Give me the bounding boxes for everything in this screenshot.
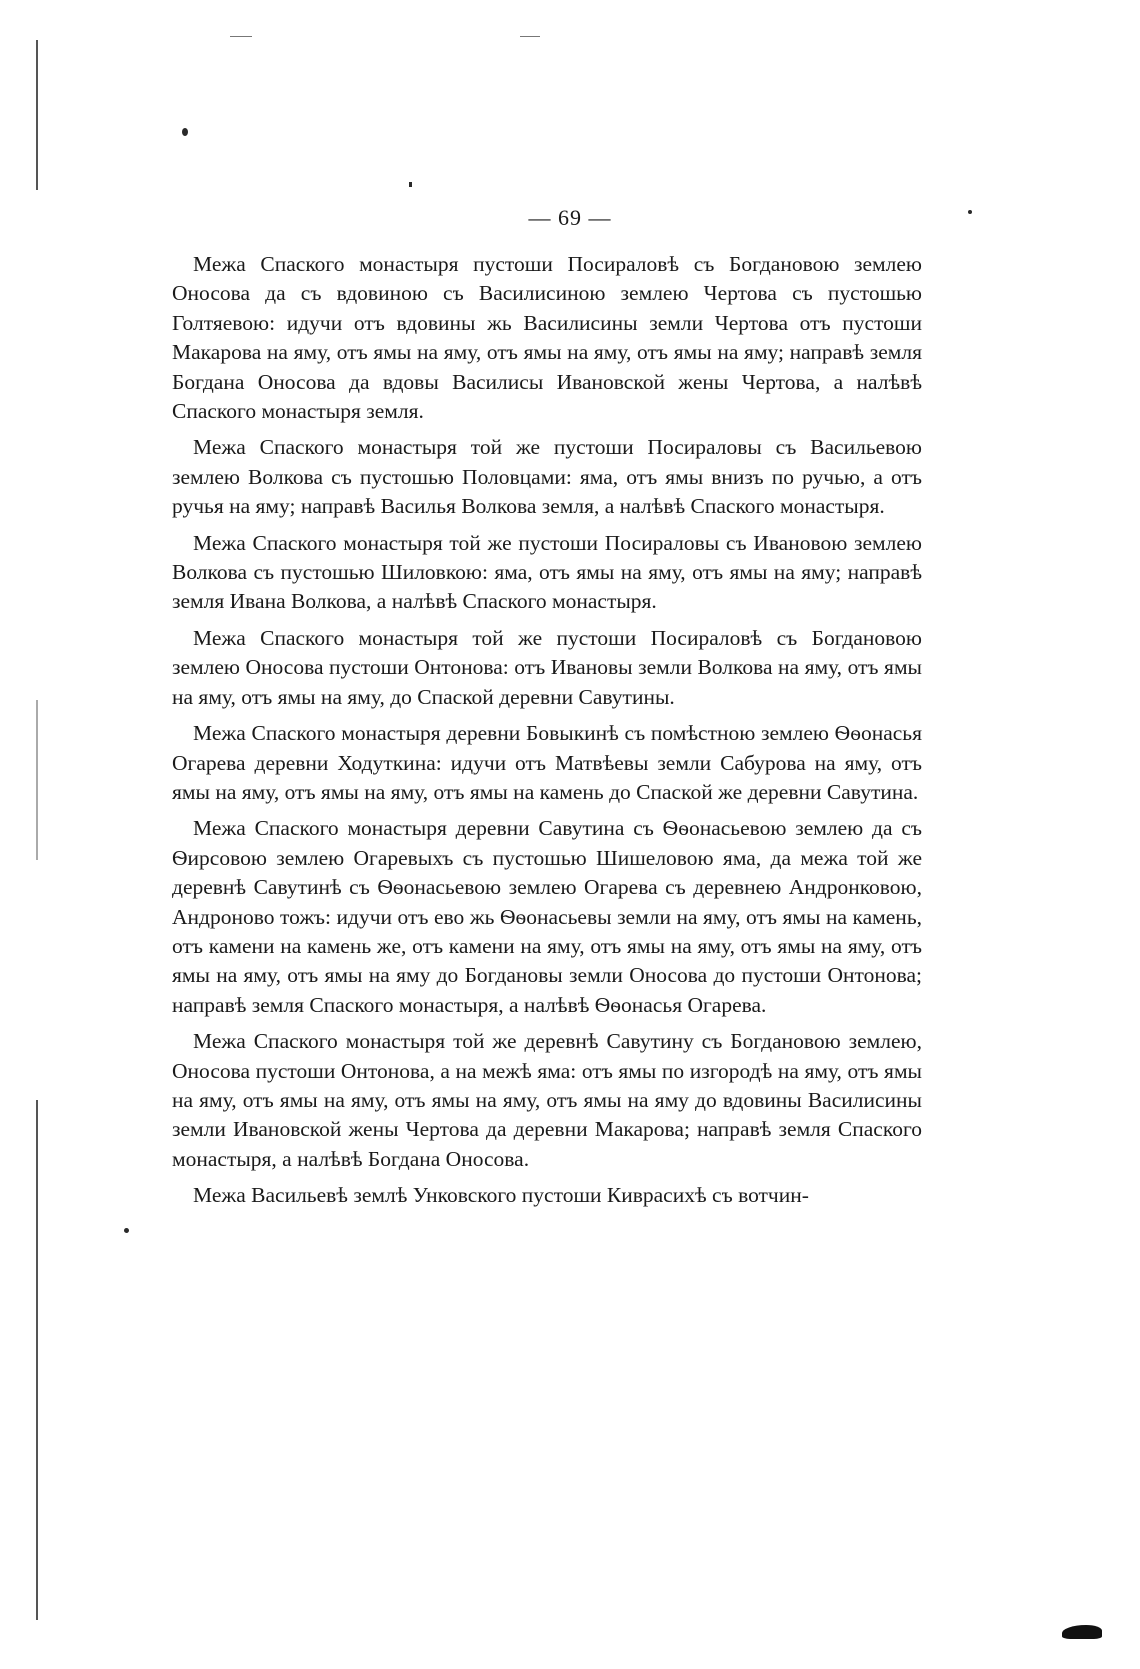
page-number: — 69 — [528, 205, 612, 230]
paragraph: Межа Спаского монастыря деревни Бовыкинѣ съ помѣстною землею Ѳѳонасья Огарева деревни Ходуткина: идучи отъ Матвѣевы земли Сабурова на яму, отъ ямы на яму, отъ ямы на яму, отъ ямы на камень до Спаской же деревни Савутина. [172, 721, 922, 804]
scan-edge-line [36, 1100, 38, 1620]
paragraph: Межа Спаского монастыря той же пустоши Посираловы съ Васильевою землею Волкова съ пустошью Половцами: яма, отъ ямы внизъ по ручью, а отъ ручья на яму; направѣ Василья Волкова земля, а налѣвѣ Спаского монастыря. [172, 435, 922, 519]
body-text [172, 250, 922, 1218]
scan-speck [520, 36, 540, 37]
paragraph: Межа Спаского монастыря той же деревнѣ Савутину съ Богдановою землею, Оносова пустоши Онтонова, а на межѣ яма: отъ ямы по изгородѣ на яму, отъ ямы на яму, отъ ямы на яму, отъ ямы на яму, отъ ямы на яму до вдовины Василисины земли Ивановской жены Чертова да деревни Макарова; направѣ земля Спаского монастыря, а налѣвѣ Богдана Оносова. [172, 1029, 922, 1171]
paragraph: Межа Спаского монастыря той же пустоши Посираловы съ Ивановою землею Волкова съ пустошью Шиловкою: яма, отъ ямы на яму, отъ ямы на яму; направѣ земля Ивана Волкова, а налѣвѣ Спаского монастыря. [172, 530, 922, 614]
paragraph-continued: Межа Васильевѣ землѣ Унковского пустоши Киврасихѣ съ вотчин- [193, 1183, 809, 1208]
paragraph: Межа Спаского монастыря пустоши Посираловѣ съ Богдановою землею Оносова да съ вдовиною съ Василисиною землею Чертова съ пустошью Голтяевою: идучи отъ вдовины жь Василисины земли Чертова отъ пустоши Макарова на яму, отъ ямы на яму, отъ ямы на яму, отъ ямы на яму; направѣ земля Богдана Оносова да вдовы Василисы Ивановской жены Чертова, а налѣвѣ Спаского монастыря земля. [172, 252, 922, 424]
paragraph: Межа Спаского монастыря той же пустоши Посираловѣ съ Богдановою землею Оносова пустоши Онтонова: отъ Ивановы земли Волкова на яму, отъ ямы на яму, отъ ямы на яму, до Спаской деревни Савутины. [172, 625, 922, 709]
scan-speck [182, 128, 188, 136]
scan-edge-line [36, 700, 38, 860]
scan-speck [230, 36, 252, 37]
paragraph: Межа Спаского монастыря деревни Савутина съ Ѳѳонасьевою землею да съ Ѳирсовою землею Огаревыхъ съ пустошью Шишеловою яма, да межа той же деревнѣ Савутинѣ съ Ѳѳонасьевою землею Огарева съ деревнею Андронковою, Андроново тожъ: идучи отъ ево жь Ѳѳонасьевы земли на яму, отъ ямы на камень, отъ камени на камень же, отъ камени на яму, отъ ямы на яму, отъ ямы на яму, отъ ямы на яму, отъ ямы на яму до Богдановы земли Оносова до пустоши Онтонова; направѣ земля Спаского монастыря, а налѣвѣ Ѳѳонасья Огарева. [172, 816, 922, 1017]
scan-speck [124, 1228, 129, 1233]
scan-speck [409, 182, 412, 187]
scan-edge-line [36, 40, 38, 190]
scan-blot [1062, 1625, 1102, 1639]
